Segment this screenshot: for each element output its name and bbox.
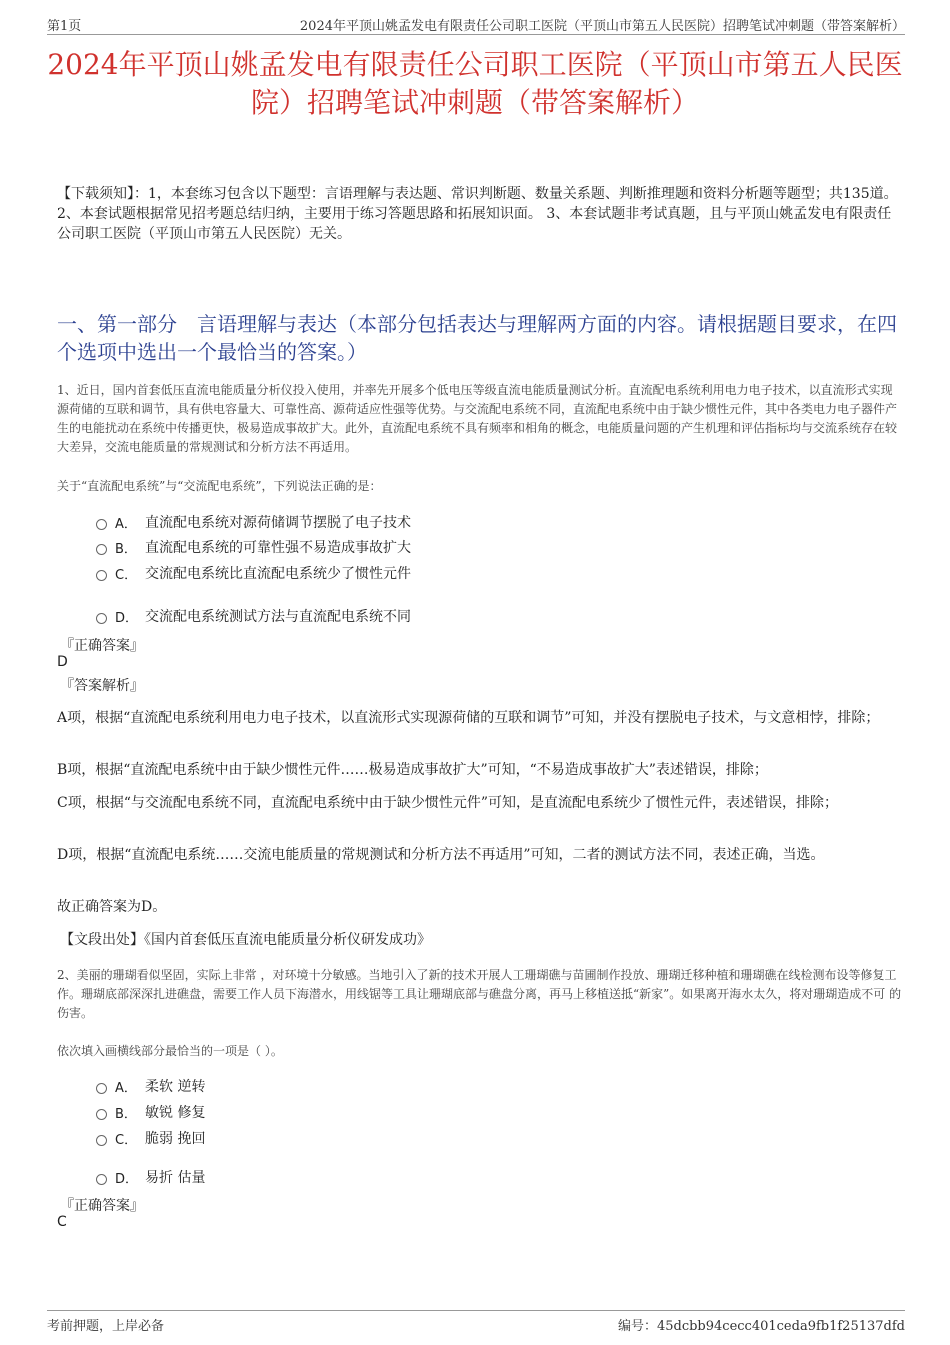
radio-icon[interactable] — [96, 544, 107, 555]
q2-option-c[interactable] — [96, 1128, 205, 1148]
option-letter: A． — [115, 1080, 137, 1096]
radio-icon[interactable] — [96, 519, 107, 530]
option-letter: D． — [115, 610, 139, 626]
question-2-prompt: 依次填入画横线部分最恰当的一项是（ ）。 — [57, 1044, 283, 1058]
q2-option-b[interactable] — [96, 1102, 205, 1122]
q2-answer: C — [57, 1214, 67, 1230]
q1-analysis-label: 『答案解析』 — [60, 678, 144, 694]
q1-conclusion: 故正确答案为D。 — [57, 899, 167, 915]
q1-analysis-d: D项，根据“直流配电系统……交流电能质量的常规测试和分析方法不再适用”可知，二者的测试方法不同，表述正确，当选。 — [57, 847, 825, 863]
option-text: 直流配电系统的可靠性强不易造成事故扩大 — [145, 540, 411, 556]
option-text: 脆弱 挽回 — [145, 1131, 206, 1147]
option-letter: D． — [115, 1171, 139, 1187]
option-text: 交流配电系统测试方法与直流配电系统不同 — [145, 609, 411, 625]
q2-answer-label: 『正确答案』 — [60, 1198, 144, 1214]
q2-option-a[interactable] — [96, 1076, 205, 1096]
radio-icon[interactable] — [96, 613, 107, 624]
option-letter: B． — [115, 1106, 137, 1122]
option-letter: C． — [115, 1132, 138, 1148]
q1-answer-label: 『正确答案』 — [60, 638, 144, 654]
option-text: 交流配电系统比直流配电系统少了惯性元件 — [145, 566, 411, 582]
page-footer — [47, 1310, 905, 1335]
footer-serial: 编号：45dcbb94cecc401ceda9fb1f25137dfd — [617, 1319, 905, 1334]
q1-analysis-c: C项，根据“与交流配电系统不同，直流配电系统中由于缺少惯性元件”可知，是直流配电系统少了惯性元件，表述错误，排除； — [57, 795, 839, 811]
footer-slogan: 考前押题，上岸必备 — [47, 1319, 165, 1334]
radio-icon[interactable] — [96, 1083, 107, 1094]
q2-option-d[interactable] — [96, 1167, 205, 1187]
option-text: 直流配电系统对源荷储调节摆脱了电子技术 — [145, 515, 411, 531]
q1-source: 【文段出处】《国内首套低压直流电能质量分析仪研发成功》 — [60, 932, 431, 948]
q1-answer: D — [57, 654, 68, 670]
q1-analysis-a: A项，根据“直流配电系统利用电力电子技术，以直流形式实现源荷储的互联和调节”可知，并没有摆脱电子技术，与文意相悖，排除； — [57, 710, 880, 726]
q1-option-c[interactable] — [96, 563, 411, 583]
option-text: 易折 估量 — [145, 1170, 206, 1186]
option-letter: B． — [115, 541, 137, 557]
question-2-text: 2、美丽的珊瑚看似坚固，实际上非常 ，对环境十分敏感。当地引入了新的技术开展人工珊瑚礁与苗圃制作投放、珊瑚迁移种植和珊瑚礁在线检测布设等修复工作。珊瑚底部深深扎进礁盘，需要工作人员下海潜水，用线锯等工具让珊瑚底部与礁盘分离，再马上移植送抵“新家”。如果离开海水太久，将对珊瑚造成不可 的伤害。 — [57, 968, 902, 1020]
running-title: 2024年平顶山姚孟发电有限责任公司职工医院（平顶山市第五人民医院）招聘笔试冲刺题（带答案解析） — [299, 19, 905, 34]
radio-icon[interactable] — [96, 1174, 107, 1185]
q1-option-a[interactable] — [96, 512, 411, 532]
document-title: 2024年平顶山姚孟发电有限责任公司职工医院（平顶山市第五人民医院）招聘笔试冲刺题（带答案解析） — [47, 48, 903, 119]
download-notice: 【下载须知】：1，本套练习包含以下题型：言语理解与表达题、常识判断题、数量关系题、判断推理题和资料分析题等题型；共135道。 2、本套试题根据常见招考题总结归纳，主要用于练习答题思路和拓展知识面。 3、本套试题非考试真题，且与平顶山姚孟发电有限责任公司职工医院（平顶山市第五人民医院）无关。 — [57, 186, 898, 242]
q1-analysis-b: B项，根据“直流配电系统中由于缺少惯性元件……极易造成事故扩大”可知，“不易造成事故扩大”表述错误，排除； — [57, 762, 768, 778]
q1-option-b[interactable] — [96, 537, 411, 557]
radio-icon[interactable] — [96, 1109, 107, 1120]
section-title: 一、第一部分 言语理解与表达（本部分包括表达与理解两方面的内容。请根据题目要求，在四个选项中选出一个最恰当的答案。） — [57, 312, 897, 364]
option-letter: A． — [115, 516, 137, 532]
question-1-text: 1、近日，国内首套低压直流电能质量分析仪投入使用，并率先开展多个低电压等级直流电能质量测试分析。直流配电系统利用电力电子技术，以直流形式实现源荷储的互联和调节，具有供电容量大、可靠性高、源荷适应性强等优势。与交流配电系统不同，直流配电系统中由于缺少惯性元件，其中各类电力电子器件产生的电能扰动在系统中传播更快，极易造成事故扩大。此外，直流配电系统不具有频率和相角的概念，电能质量问题的产生机理和评估指标均与交流系统存在较大差异，交流电能质量的常规测试和分析方法不再适用。 — [57, 383, 898, 454]
radio-icon[interactable] — [96, 570, 107, 581]
option-text: 敏锐 修复 — [145, 1105, 206, 1121]
option-letter: C． — [115, 567, 138, 583]
q1-option-d[interactable] — [96, 606, 411, 626]
page-number: 第1页 — [47, 19, 82, 34]
question-1-prompt: 关于“直流配电系统”与“交流配电系统”，下列说法正确的是： — [57, 479, 382, 493]
radio-icon[interactable] — [96, 1135, 107, 1146]
option-text: 柔软 逆转 — [145, 1079, 206, 1095]
page-header — [47, 12, 905, 35]
